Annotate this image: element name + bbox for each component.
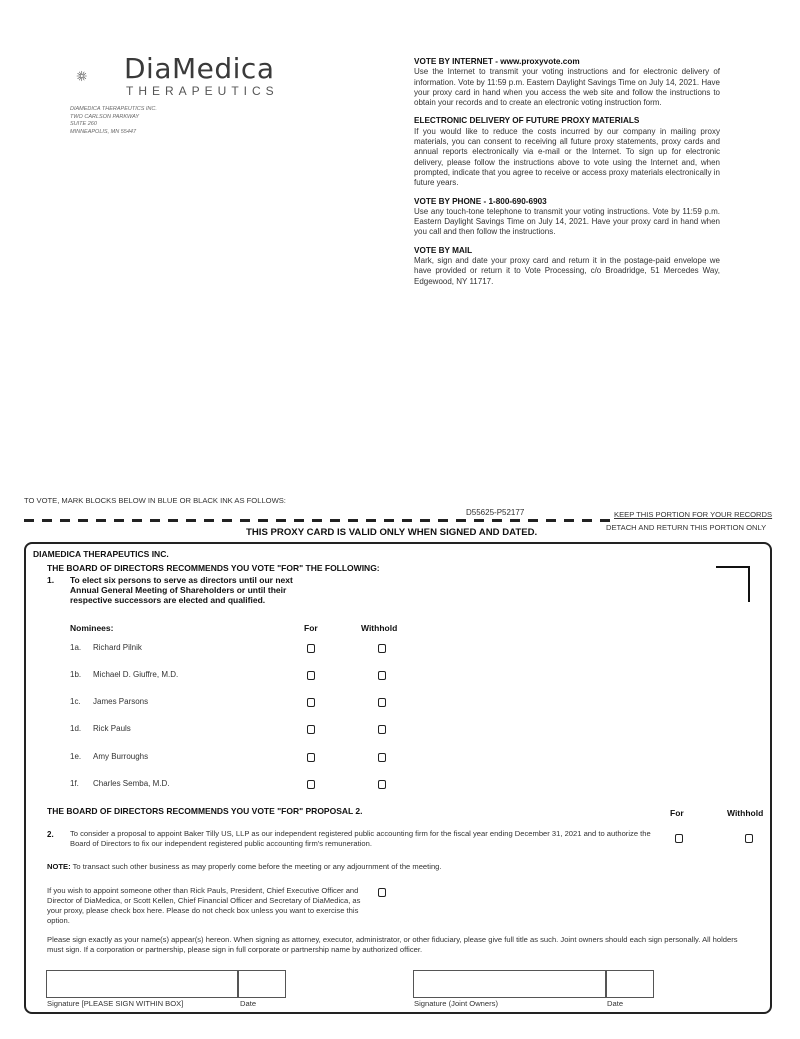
vote-phone-title: VOTE BY PHONE - 1-800-690-6903 [414, 196, 547, 206]
nominee-name: Richard Pilnik [93, 643, 142, 652]
address-line: TWO CARLSON PARKWAY [70, 113, 140, 120]
card-company: DIAMEDICA THERAPEUTICS INC. [33, 549, 169, 559]
joint-signature-label: Signature (Joint Owners) [414, 999, 498, 1008]
recommend-heading-1: THE BOARD OF DIRECTORS RECOMMENDS YOU VOTE "FOR" THE FOLLOWING: [47, 563, 380, 573]
company-address [70, 106, 157, 136]
to-vote-instruction: TO VOTE, MARK BLOCKS BELOW IN BLUE OR BLACK INK AS FOLLOWS: [24, 496, 286, 505]
logo-name: DiaMedica [124, 52, 275, 85]
nominee-id: 1f. [70, 779, 79, 788]
corner-mark [716, 566, 750, 602]
proposal-1-number: 1. [47, 575, 55, 585]
appoint-proxy-checkbox[interactable] [378, 888, 386, 897]
diamedica-logo-icon [76, 54, 124, 98]
address-line: SUITE 260 [70, 121, 97, 127]
nominee-id: 1d. [70, 724, 82, 733]
note-text: To transact such other business as may properly come before the meeting or any adjournment of the meeting. [70, 862, 442, 871]
for-column-label: For [304, 623, 318, 633]
proposal-2-text: To consider a proposal to appoint Baker Tilly US, LLP as our independent registered public accounting firm for the fiscal year ending December 31, 2021 and to authorize the Board of Directors to fix our independent registered public accounting firm's remuneration. [70, 829, 651, 848]
signature-box[interactable] [46, 970, 238, 998]
sign-instructions: Please sign exactly as your name(s) appear(s) hereon. When signing as attorney, executor, administrator, or other fiduciary, please give full title as such. Joint owners should each sign personally. All holders must sign. If a corporation or partnership, please sign in full corporate or partnership name by authorized officer. [47, 935, 738, 954]
nominee-name: James Parsons [93, 697, 149, 706]
proposal-2-number: 2. [47, 830, 54, 839]
withhold-checkbox[interactable] [378, 698, 386, 707]
date-label: Date [240, 999, 257, 1008]
joint-date-label: Date [607, 999, 624, 1008]
nominees-label: Nominees: [70, 623, 114, 633]
nominee-name: Amy Burroughs [93, 752, 149, 761]
nominee-id: 1e. [70, 752, 82, 761]
detach-dashed-line [24, 519, 614, 522]
withhold-checkbox[interactable] [378, 671, 386, 680]
vote-internet-title: VOTE BY INTERNET - www.proxyvote.com [414, 57, 580, 66]
appoint-proxy-text: If you wish to appoint someone other than Rick Pauls, President, Chief Executive Officer and Director of DiaMedica, or Scott Kellen, Chief Financial Officer and Secretary of DiaMedica, as your proxy, please check box here. Please do not check box unless you want to exercise this option. [47, 886, 361, 925]
detach-return-text: DETACH AND RETURN THIS PORTION ONLY [606, 523, 767, 532]
nominee-id: 1b. [70, 670, 82, 679]
nominee-id: 1c. [70, 697, 81, 706]
signature-label: Signature [PLEASE SIGN WITHIN BOX] [47, 999, 184, 1008]
nominee-id: 1a. [70, 643, 82, 652]
voting-instructions [414, 57, 720, 295]
proposal-1-text: To elect six persons to serve as directors until our next Annual General Meeting of Shareholders or until their respective successors are elected and qualified. [70, 575, 293, 605]
joint-signature-box[interactable] [413, 970, 606, 998]
electronic-delivery-title: ELECTRONIC DELIVERY OF FUTURE PROXY MATERIALS [414, 116, 640, 126]
for-checkbox[interactable] [307, 753, 315, 762]
vote-mail-body: Mark, sign and date your proxy card and return it in the postage-paid envelope we have provided or return it to Vote Processing, c/o Broadridge, 51 Mercedes Way, Edgewood, NY 11717. [414, 256, 720, 286]
for-checkbox[interactable] [307, 725, 315, 734]
p2-for-checkbox[interactable] [675, 834, 683, 843]
vote-internet-body: Use the Internet to transmit your voting instructions and for electronic delivery of information. Vote by 11:59 p.m. Eastern Daylight Savings Time on July 14, 2021. Have your proxy card in hand when you access the web site and follow the instructions to obtain your records and to create an electronic voting instruction form. [414, 67, 720, 108]
date-box[interactable] [238, 970, 286, 998]
nominee-name: Michael D. Giuffre, M.D. [93, 670, 179, 679]
for-checkbox[interactable] [307, 780, 315, 789]
withhold-column-label: Withhold [361, 623, 398, 633]
address-line: DIAMEDICA THERAPEUTICS INC. [70, 106, 157, 112]
logo-subtitle: THERAPEUTICS [126, 84, 279, 98]
for-checkbox[interactable] [307, 671, 315, 680]
recommend-heading-2: THE BOARD OF DIRECTORS RECOMMENDS YOU VOTE "FOR" PROPOSAL 2. [47, 806, 363, 816]
for-checkbox[interactable] [307, 644, 315, 653]
joint-date-box[interactable] [606, 970, 654, 998]
note-label: NOTE: [47, 862, 71, 871]
withhold-checkbox[interactable] [378, 644, 386, 653]
nominee-name: Rick Pauls [93, 724, 131, 733]
withhold-checkbox[interactable] [378, 780, 386, 789]
valid-notice: THIS PROXY CARD IS VALID ONLY WHEN SIGNED AND DATED. [246, 527, 538, 538]
address-line: MINNEAPOLIS, MN 55447 [70, 128, 137, 135]
withhold-column-label-2: Withhold [727, 808, 764, 818]
vote-mail-title: VOTE BY MAIL [414, 245, 473, 255]
withhold-checkbox[interactable] [378, 753, 386, 762]
p2-withhold-checkbox[interactable] [745, 834, 753, 843]
nominee-name: Charles Semba, M.D. [93, 779, 170, 788]
vote-phone-body: Use any touch-tone telephone to transmit your voting instructions. Vote by 11:59 p.m. Eastern Daylight Savings Time on July 14, 2021. Have your proxy card in hand when you call and then follow the instructions. [414, 206, 720, 237]
for-column-label-2: For [670, 808, 684, 818]
note-line [47, 862, 727, 872]
withhold-checkbox[interactable] [378, 725, 386, 734]
keep-portion-text: KEEP THIS PORTION FOR YOUR RECORDS [614, 510, 773, 519]
for-checkbox[interactable] [307, 698, 315, 707]
electronic-delivery-body: If you would like to reduce the costs incurred by our company in mailing proxy materials, you can consent to receiving all future proxy statements, proxy cards and annual reports electronically via e-mail or the Internet. To sign up for electronic delivery, please follow the instructions above to vote using the Internet and, when prompted, indicate that you agree to receive or access proxy materials electronically in future years. [414, 126, 720, 188]
control-number: D55625-P52177 [466, 508, 525, 517]
